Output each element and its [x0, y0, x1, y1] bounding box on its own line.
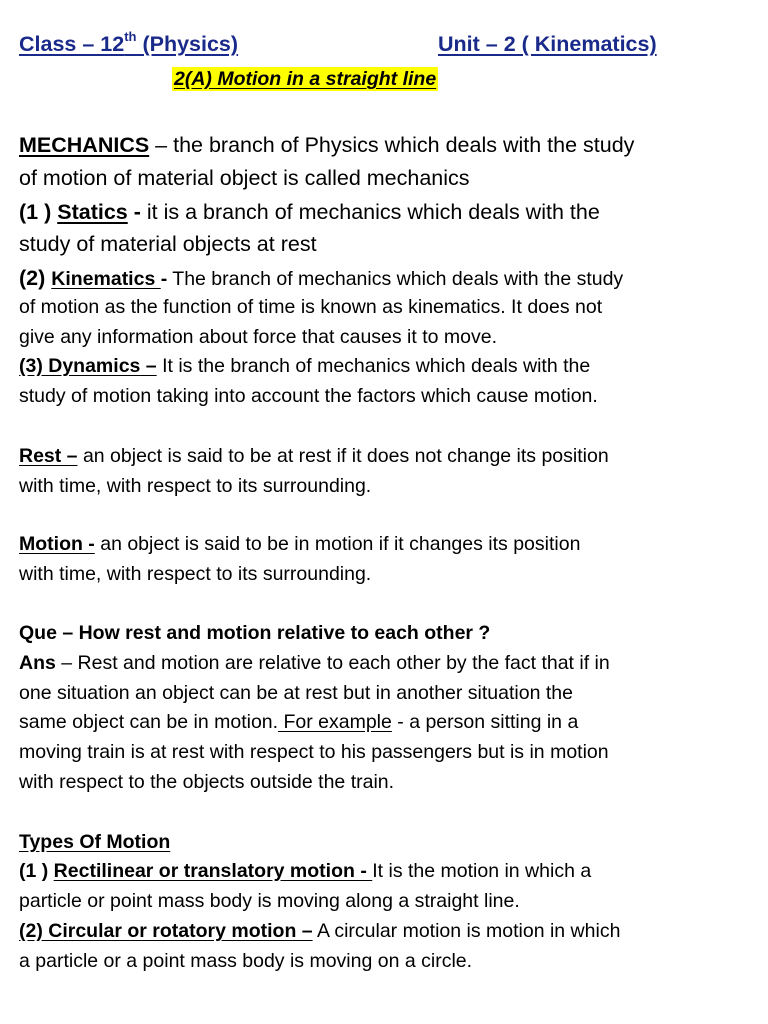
answer-line-1: Ans – Rest and motion are relative to each other by the fact that if in: [19, 652, 610, 674]
type-1-line-2: particle or point mass body is moving along a straight line.: [19, 890, 520, 912]
answer-line-4: moving train is at rest with respect to his passengers but is in motion: [19, 741, 609, 763]
motion-line-2: with time, with respect to its surrounding.: [19, 563, 372, 585]
type-2-line-1: (2) Circular or rotatory motion – A circular motion is motion in which: [19, 920, 621, 942]
example-term: For example: [278, 711, 392, 733]
motion-term: Motion -: [19, 533, 95, 555]
statics-line-1: (1 ) Statics - it is a branch of mechanics which deals with the: [19, 200, 600, 224]
kinematics-line-3: give any information about force that causes it to move.: [19, 326, 498, 348]
mechanics-term: MECHANICS: [19, 133, 150, 157]
type-1-line-1: (1 ) Rectilinear or translatory motion - It is the motion in which a: [19, 860, 592, 882]
statics-term: Statics: [57, 200, 128, 224]
answer-line-5: with respect to the objects outside the train.: [19, 771, 395, 793]
kinematics-line-1: (2) Kinematics - The branch of mechanics which deals with the study: [19, 266, 624, 290]
kinematics-line-2: of motion as the function of time is known as kinematics. It does not: [19, 296, 603, 318]
answer-label: Ans: [19, 652, 56, 674]
mechanics-line-2: of motion of material object is called mechanics: [19, 166, 470, 190]
chapter-title: 2(A) Motion in a straight line: [174, 68, 437, 90]
dynamics-line-2: study of motion taking into account the factors which cause motion.: [19, 385, 598, 407]
types-heading: Types Of Motion: [19, 831, 171, 853]
circular-term: (2) Circular or rotatory motion –: [19, 920, 313, 942]
dynamics-line-1: (3) Dynamics – It is the branch of mechanics which deals with the: [19, 355, 591, 377]
dynamics-term: (3) Dynamics –: [19, 355, 157, 377]
rest-line-1: Rest – an object is said to be at rest if it does not change its position: [19, 445, 609, 467]
type-2-line-2: a particle or a point mass body is moving on a circle.: [19, 950, 473, 972]
kinematics-term: Kinematics: [51, 268, 161, 290]
rest-line-2: with time, with respect to its surrounding.: [19, 475, 372, 497]
class-heading: Class – 12th (Physics): [19, 29, 239, 56]
motion-line-1: Motion - an object is said to be in motion if it changes its position: [19, 533, 581, 555]
statics-line-2: study of material objects at rest: [19, 232, 317, 256]
mechanics-line-1: MECHANICS – the branch of Physics which deals with the study: [19, 133, 635, 157]
answer-line-2: one situation an object can be at rest but in another situation the: [19, 682, 573, 704]
rectilinear-term: Rectilinear or translatory motion -: [53, 860, 373, 882]
question-line: Que – How rest and motion relative to each other ?: [19, 622, 491, 644]
unit-heading: Unit – 2 ( Kinematics): [438, 32, 657, 56]
answer-line-3: same object can be in motion. For example - a person sitting in a: [19, 711, 579, 733]
rest-term: Rest –: [19, 445, 78, 467]
